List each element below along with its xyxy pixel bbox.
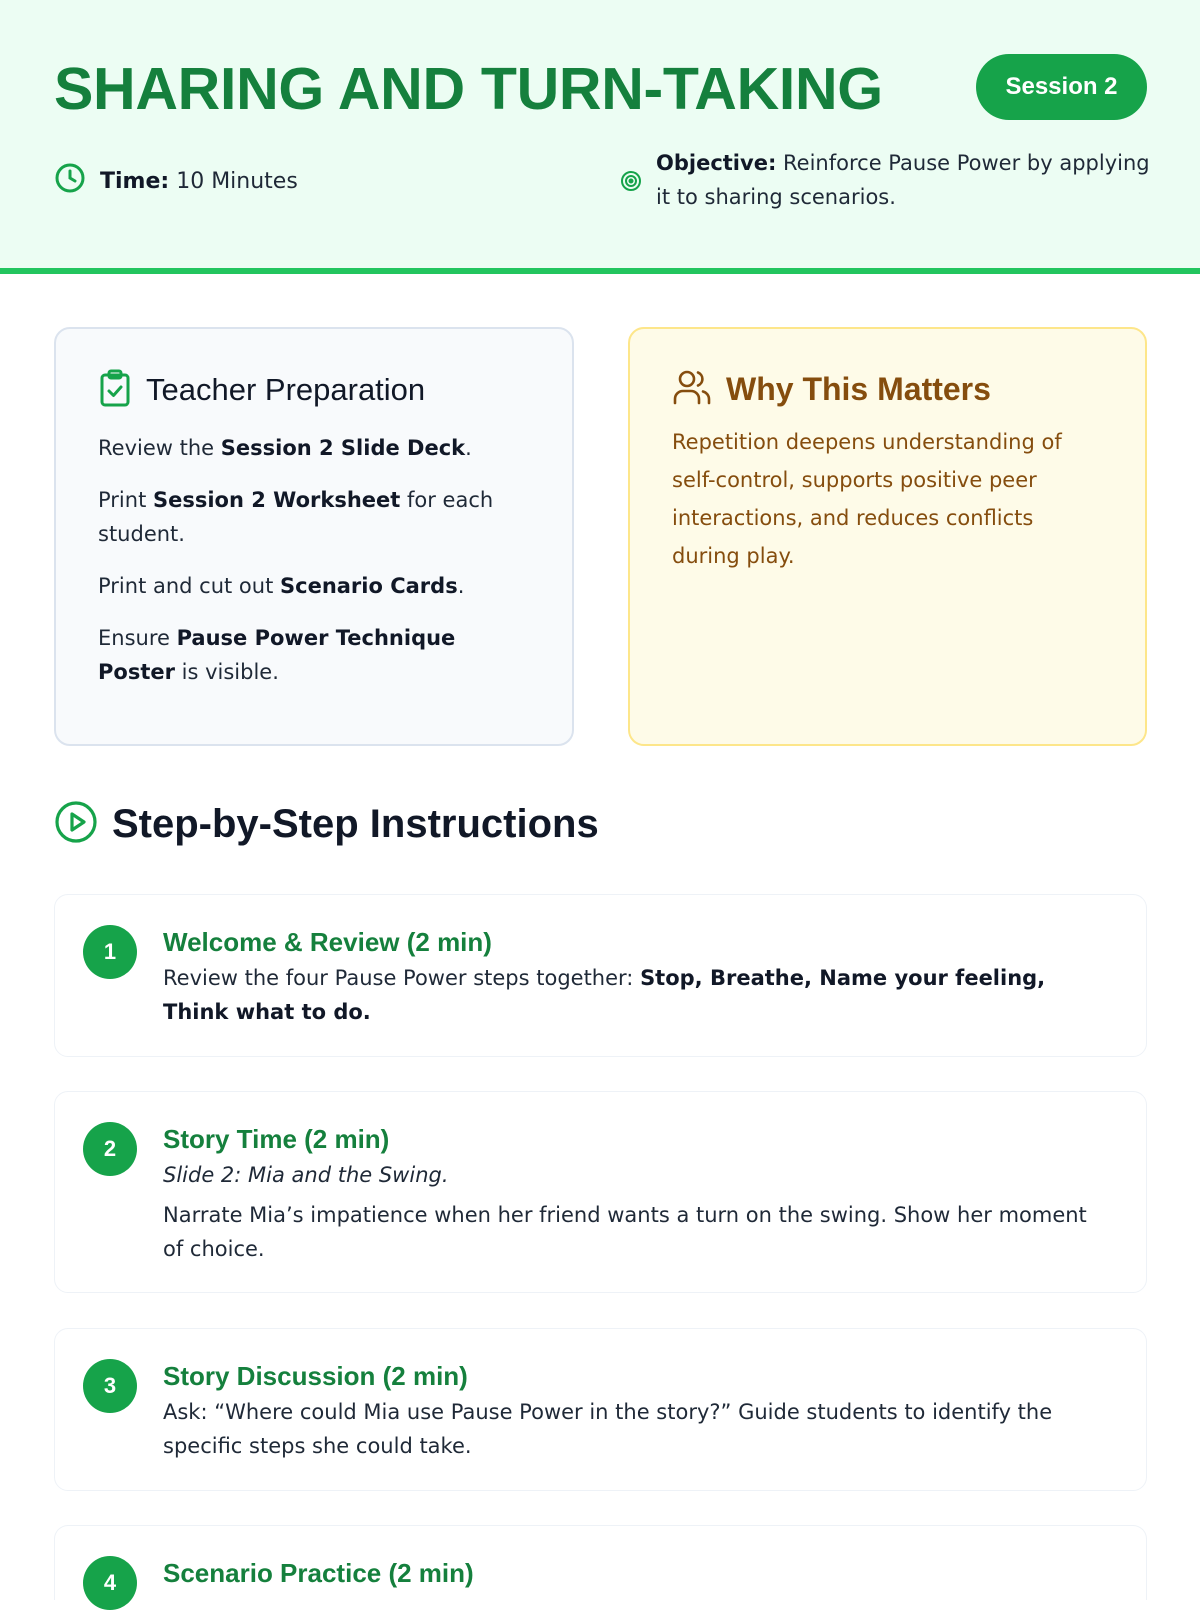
step-text: Ask: “Where could Mia use Pause Power in the story?” Guide students to identify the specific steps she could take.: [163, 1400, 1053, 1458]
info-cards: [54, 327, 1147, 746]
teacher-preparation-card: [54, 327, 574, 746]
page-title: SHARING AND TURN-TAKING: [54, 56, 883, 122]
prep-card-title: Teacher Preparation: [146, 372, 426, 407]
users-icon: [672, 369, 726, 409]
time-label: Time:: [100, 168, 170, 194]
why-card-header: [672, 369, 1103, 409]
step-subtitle: Slide 2: Mia and the Swing.: [163, 1163, 449, 1187]
prep-card-header: [98, 369, 530, 411]
target-icon: [620, 168, 642, 202]
step-title: Scenario Practice (2 min): [163, 1558, 474, 1588]
step-number: 2: [83, 1122, 137, 1176]
session-badge: Session 2: [976, 54, 1147, 120]
objective-text-block: [656, 146, 1150, 214]
objective-label: Objective:: [656, 151, 777, 175]
objective-info: [620, 146, 1150, 214]
time-info: [54, 162, 298, 200]
why-card-title: Why This Matters: [726, 370, 991, 407]
clock-icon: [54, 162, 100, 200]
step-title: Story Time (2 min): [163, 1124, 390, 1154]
step-title: Welcome & Review (2 min): [163, 927, 492, 957]
step-card: [54, 894, 1147, 1057]
prep-item: Print Session 2 Worksheet for each student.: [98, 488, 494, 546]
step-text: Review the four Pause Power steps together: Stop, Breathe, Name your feeling, Think what to do.: [163, 966, 1046, 1024]
prep-item: Ensure Pause Power Technique Poster is visible.: [98, 626, 456, 684]
step-title: Story Discussion (2 min): [163, 1361, 468, 1391]
step-number: 3: [83, 1359, 137, 1413]
clipboard-check-icon: [98, 369, 146, 411]
why-card-text: Repetition deepens understanding of self-control, supports positive peer interactions, and reduces conflicts during play.: [672, 430, 1062, 568]
prep-item: Review the Session 2 Slide Deck.: [98, 436, 472, 460]
step-number: 1: [83, 925, 137, 979]
prep-item: Print and cut out Scenario Cards.: [98, 574, 465, 598]
objective-text: Reinforce Pause Power by applying it to sharing scenarios.: [656, 151, 1150, 209]
page-header: [0, 0, 1200, 274]
steps-heading: [54, 800, 599, 848]
why-this-matters-card: [628, 327, 1147, 746]
steps-heading-title: Step-by-Step Instructions: [112, 801, 599, 846]
step-card: [54, 1525, 1147, 1600]
step-text: Narrate Mia’s impatience when her friend wants a turn on the swing. Show her moment of choice.: [163, 1203, 1087, 1261]
step-number: 4: [83, 1556, 137, 1610]
play-circle-icon: [54, 800, 112, 848]
step-card: [54, 1328, 1147, 1491]
time-value: 10 Minutes: [176, 168, 298, 194]
step-card: [54, 1091, 1147, 1293]
